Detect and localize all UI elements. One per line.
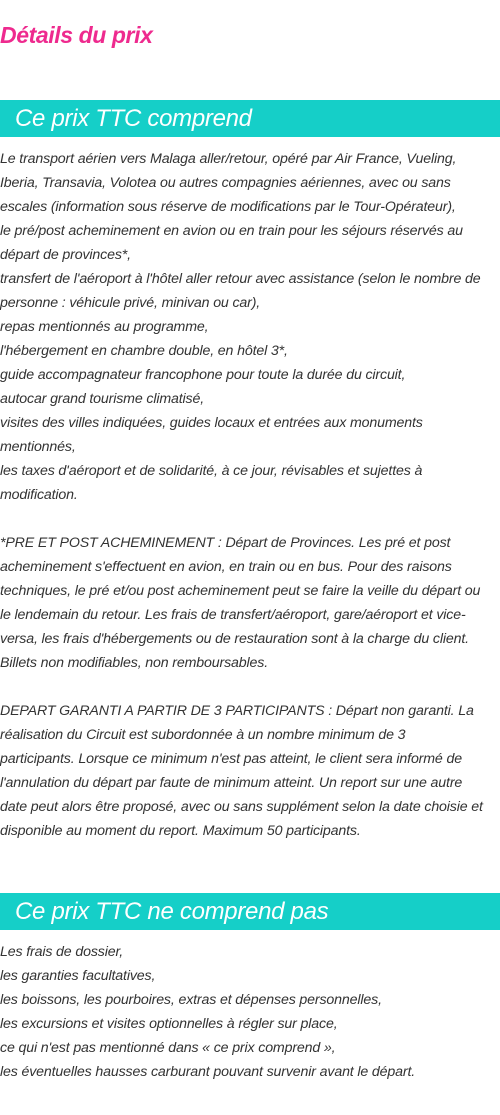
note-pre-post-line: techniques, le pré et/ou post acheminement peut se faire la veille du départ ou bbox=[0, 583, 481, 599]
includes-item: escales (information sous réserve de modifications par le Tour-Opérateur), bbox=[0, 199, 456, 215]
includes-item: l'hébergement en chambre double, en hôtel 3*, bbox=[0, 343, 288, 359]
note-depart-line: l'annulation du départ par faute de minimum atteint. Un report sur une autre bbox=[0, 775, 463, 791]
note-depart-line: disponible au moment du report. Maximum 50 participants. bbox=[0, 823, 361, 839]
includes-item: transfert de l'aéroport à l'hôtel aller retour avec assistance (selon le nombre de bbox=[0, 271, 481, 287]
note-pre-post-acheminement bbox=[0, 531, 500, 675]
includes-item: les taxes d'aéroport et de solidarité, à ce jour, révisables et sujettes à bbox=[0, 463, 423, 479]
excludes-item: les garanties facultatives, bbox=[0, 968, 156, 984]
note-pre-post-line: acheminement s'effectuent en avion, en train ou en bus. Pour des raisons bbox=[0, 559, 452, 575]
includes-item: Le transport aérien vers Malaga aller/retour, opéré par Air France, Vueling, bbox=[0, 151, 457, 167]
note-depart-line: DEPART GARANTI A PARTIR DE 3 PARTICIPANTS : Départ non garanti. La bbox=[0, 703, 474, 719]
note-depart-line: réalisation du Circuit est subordonnée à un nombre minimum de 3 bbox=[0, 727, 406, 743]
page-title: Détails du prix bbox=[0, 22, 153, 48]
note-depart-line: participants. Lorsque ce minimum n'est pas atteint, le client sera informé de bbox=[0, 751, 462, 767]
includes-list bbox=[0, 147, 500, 507]
includes-item: Iberia, Transavia, Volotea ou autres compagnies aériennes, avec ou sans bbox=[0, 175, 451, 191]
includes-item: visites des villes indiquées, guides locaux et entrées aux monuments bbox=[0, 415, 423, 431]
includes-item: le pré/post acheminement en avion ou en train pour les séjours réservés au bbox=[0, 223, 463, 239]
includes-item: mentionnés, bbox=[0, 439, 76, 455]
excludes-item: ce qui n'est pas mentionné dans « ce prix comprend », bbox=[0, 1040, 336, 1056]
excludes-item: les excursions et visites optionnelles à régler sur place, bbox=[0, 1016, 338, 1032]
includes-item: guide accompagnateur francophone pour toute la durée du circuit, bbox=[0, 367, 406, 383]
section-header-includes: Ce prix TTC comprend bbox=[0, 100, 500, 137]
note-pre-post-line: Billets non modifiables, non remboursables. bbox=[0, 655, 268, 671]
note-pre-post-line: versa, les frais d'hébergements ou de restauration sont à la charge du client. bbox=[0, 631, 469, 647]
excludes-item: les éventuelles hausses carburant pouvant survenir avant le départ. bbox=[0, 1064, 416, 1080]
note-pre-post-line: le lendemain du retour. Les frais de transfert/aéroport, gare/aéroport et vice- bbox=[0, 607, 466, 623]
section-header-excludes: Ce prix TTC ne comprend pas bbox=[0, 893, 500, 930]
includes-item: personne : véhicule privé, minivan ou car), bbox=[0, 295, 261, 311]
excludes-list bbox=[0, 940, 500, 1084]
includes-item: modification. bbox=[0, 487, 78, 503]
note-depart-line: date peut alors être proposé, avec ou sans supplément selon la date choisie et bbox=[0, 799, 483, 815]
includes-item: repas mentionnés au programme, bbox=[0, 319, 209, 335]
excludes-item: les boissons, les pourboires, extras et dépenses personnelles, bbox=[0, 992, 382, 1008]
note-pre-post-line: *PRE ET POST ACHEMINEMENT : Départ de Provinces. Les pré et post bbox=[0, 535, 451, 551]
excludes-item: Les frais de dossier, bbox=[0, 944, 124, 960]
note-depart-garanti bbox=[0, 699, 500, 843]
includes-item: autocar grand tourisme climatisé, bbox=[0, 391, 205, 407]
includes-item: départ de provinces*, bbox=[0, 247, 131, 263]
